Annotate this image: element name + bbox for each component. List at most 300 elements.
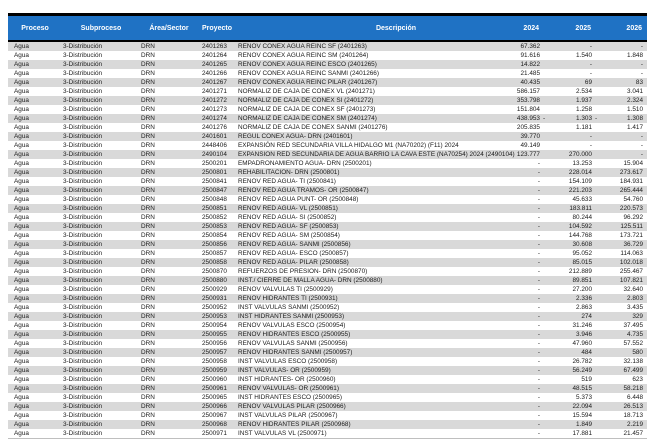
cell-proceso[interactable]: Agua: [14, 79, 29, 86]
cell-proyecto[interactable]: 2401273: [202, 106, 227, 113]
cell-2025[interactable]: 228.014: [568, 169, 592, 176]
cell-proyecto[interactable]: 2500957: [202, 349, 227, 356]
cell-2024[interactable]: -: [537, 385, 540, 392]
cell-2026[interactable]: 3.435: [627, 304, 643, 311]
cell-2026[interactable]: -: [640, 70, 643, 77]
cell-proyecto[interactable]: 2500854: [202, 232, 227, 239]
cell-2025[interactable]: 104.592: [568, 223, 592, 230]
cell-descripcion[interactable]: RENOV CONEX AGUA REINC SANMI (2401266): [238, 70, 379, 77]
cell-proceso[interactable]: Agua: [14, 295, 29, 302]
cell-2026[interactable]: 329: [632, 313, 643, 320]
cell-area-sector[interactable]: DRN: [141, 331, 155, 338]
cell-2025[interactable]: 47.960: [572, 340, 592, 347]
cell-2024[interactable]: 151.804: [516, 106, 540, 113]
cell-2025[interactable]: -: [589, 43, 592, 50]
cell-2025[interactable]: 5.373: [576, 394, 592, 401]
cell-proceso[interactable]: Agua: [14, 97, 29, 104]
cell-subproceso[interactable]: 3-Distribución: [63, 394, 103, 401]
cell-subproceso[interactable]: 3-Distribución: [63, 286, 103, 293]
cell-proceso[interactable]: Agua: [14, 196, 29, 203]
cell-2026[interactable]: 102.018: [619, 259, 643, 266]
cell-proceso[interactable]: Agua: [14, 205, 29, 212]
cell-2024[interactable]: 123.777: [516, 151, 540, 158]
cell-2024[interactable]: 586.157: [516, 88, 540, 95]
cell-area-sector[interactable]: DRN: [141, 61, 155, 68]
cell-2026[interactable]: 21.457: [623, 430, 643, 437]
cell-proceso[interactable]: Agua: [14, 331, 29, 338]
cell-2026[interactable]: 4.735: [627, 331, 643, 338]
cell-descripcion[interactable]: RENOV VALVULAS PILAR (2500966): [238, 403, 346, 410]
cell-2024[interactable]: 39.770: [520, 133, 540, 140]
cell-2025[interactable]: 1.849: [576, 421, 592, 428]
cell-descripcion[interactable]: EXPANSIÓN RED SECUNDARIA VILLA HIDALGO M1 (NA70202) (F11) 2024: [238, 142, 459, 149]
cell-2024[interactable]: 353.798: [516, 97, 540, 104]
cell-2024[interactable]: -: [537, 160, 540, 167]
cell-area-sector[interactable]: DRN: [141, 241, 155, 248]
cell-subproceso[interactable]: 3-Distribución: [63, 340, 103, 347]
cell-area-sector[interactable]: DRN: [141, 259, 155, 266]
cell-proceso[interactable]: Agua: [14, 286, 29, 293]
cell-proyecto[interactable]: 2500851: [202, 205, 227, 212]
cell-subproceso[interactable]: 3-Distribución: [63, 430, 103, 437]
cell-2026[interactable]: 255.467: [619, 268, 643, 275]
cell-proyecto[interactable]: 2500880: [202, 277, 227, 284]
cell-2024[interactable]: -: [537, 412, 540, 419]
cell-proyecto[interactable]: 2401263: [202, 43, 227, 50]
cell-area-sector[interactable]: DRN: [141, 124, 155, 131]
cell-2024[interactable]: 438.953 -: [516, 115, 546, 122]
cell-descripcion[interactable]: RENOV HIDRANTES SANMI (2500957): [238, 349, 353, 356]
column-header-proyecto[interactable]: Proyecto: [198, 16, 236, 41]
cell-2026[interactable]: 58.218: [623, 385, 643, 392]
cell-2026[interactable]: 623: [632, 376, 643, 383]
cell-2025[interactable]: 48.515: [572, 385, 592, 392]
cell-descripcion[interactable]: RENOV CONEX AGUA REINC ESCO (2401265): [238, 61, 377, 68]
cell-descripcion[interactable]: INST HIDRANTES- OR (2500960): [238, 376, 336, 383]
cell-2025[interactable]: 56.249: [572, 367, 592, 374]
cell-proyecto[interactable]: 2401267: [202, 79, 227, 86]
cell-2026[interactable]: 83: [635, 79, 643, 86]
cell-subproceso[interactable]: 3-Distribución: [63, 385, 103, 392]
cell-area-sector[interactable]: DRN: [141, 367, 155, 374]
cell-proceso[interactable]: Agua: [14, 241, 29, 248]
cell-2024[interactable]: -: [537, 232, 540, 239]
cell-descripcion[interactable]: REHABILITACION- DRN (2500801): [238, 169, 340, 176]
cell-2026[interactable]: -: [640, 43, 643, 50]
cell-proyecto[interactable]: 2500931: [202, 295, 227, 302]
cell-area-sector[interactable]: DRN: [141, 385, 155, 392]
cell-descripcion[interactable]: REFUERZOS DE PRESION- DRN (2500870): [238, 268, 368, 275]
cell-proyecto[interactable]: 2500967: [202, 412, 227, 419]
cell-proyecto[interactable]: 2401266: [202, 70, 227, 77]
cell-2026[interactable]: 125.511: [620, 223, 643, 230]
cell-subproceso[interactable]: 3-Distribución: [63, 277, 103, 284]
cell-2025[interactable]: 2.336: [576, 295, 592, 302]
cell-area-sector[interactable]: DRN: [141, 358, 155, 365]
cell-proceso[interactable]: Agua: [14, 133, 29, 140]
cell-proceso[interactable]: Agua: [14, 349, 29, 356]
cell-2025[interactable]: 144.768: [568, 232, 592, 239]
cell-subproceso[interactable]: 3-Distribución: [63, 160, 103, 167]
cell-descripcion[interactable]: RENOV CONEX AGUA REINC SM (2401264): [238, 52, 369, 59]
cell-2024[interactable]: 14.822: [520, 61, 540, 68]
cell-2025[interactable]: 30.608: [572, 241, 592, 248]
cell-2026[interactable]: 580: [632, 349, 643, 356]
cell-area-sector[interactable]: DRN: [141, 178, 155, 185]
cell-proyecto[interactable]: 2500848: [202, 196, 227, 203]
cell-area-sector[interactable]: DRN: [141, 187, 155, 194]
cell-subproceso[interactable]: 3-Distribución: [63, 124, 103, 131]
cell-descripcion[interactable]: RENOV VALVULAS- OR (2500961): [238, 385, 339, 392]
cell-2026[interactable]: 184.931: [619, 178, 643, 185]
cell-descripcion[interactable]: RENOV RED AGUA- SI (2500852): [238, 214, 337, 221]
cell-descripcion[interactable]: INST VALVULAS SANMI (2500952): [238, 304, 340, 311]
cell-subproceso[interactable]: 3-Distribución: [63, 196, 103, 203]
cell-2026[interactable]: 2.803: [627, 295, 643, 302]
cell-proceso[interactable]: Agua: [14, 187, 29, 194]
cell-proceso[interactable]: Agua: [14, 115, 29, 122]
cell-proceso[interactable]: Agua: [14, 268, 29, 275]
column-header-area-sector[interactable]: Área/Sector: [140, 16, 198, 41]
cell-2026[interactable]: 32.640: [623, 286, 643, 293]
cell-proceso[interactable]: Agua: [14, 160, 29, 167]
cell-area-sector[interactable]: DRN: [141, 394, 155, 401]
cell-proceso[interactable]: Agua: [14, 259, 29, 266]
cell-descripcion[interactable]: INST HIDRANTES SANMI (2500953): [238, 313, 345, 320]
cell-proyecto[interactable]: 2500961: [202, 385, 227, 392]
cell-subproceso[interactable]: 3-Distribución: [63, 88, 103, 95]
cell-2025[interactable]: 89.851: [572, 277, 592, 284]
cell-descripcion[interactable]: NORMALIZ DE CAJA DE CONEX SM (2401274): [238, 115, 377, 122]
cell-2026[interactable]: 57.552: [623, 340, 643, 347]
cell-area-sector[interactable]: DRN: [141, 214, 155, 221]
cell-area-sector[interactable]: DRN: [141, 403, 155, 410]
cell-subproceso[interactable]: 3-Distribución: [63, 376, 103, 383]
cell-2024[interactable]: 67.362: [520, 43, 540, 50]
cell-area-sector[interactable]: DRN: [141, 70, 155, 77]
cell-proyecto[interactable]: 2500968: [202, 421, 227, 428]
cell-2026[interactable]: 54.760: [623, 196, 643, 203]
cell-proceso[interactable]: Agua: [14, 250, 29, 257]
cell-area-sector[interactable]: DRN: [141, 43, 155, 50]
cell-2024[interactable]: 21.485: [520, 70, 540, 77]
cell-2025[interactable]: 484: [581, 349, 592, 356]
cell-subproceso[interactable]: 3-Distribución: [63, 223, 103, 230]
cell-2024[interactable]: -: [537, 169, 540, 176]
cell-area-sector[interactable]: DRN: [141, 340, 155, 347]
cell-area-sector[interactable]: DRN: [141, 196, 155, 203]
cell-proyecto[interactable]: 2500958: [202, 358, 227, 365]
cell-2026[interactable]: 107.821: [619, 277, 643, 284]
cell-proyecto[interactable]: 2500952: [202, 304, 227, 311]
cell-proceso[interactable]: Agua: [14, 412, 29, 419]
cell-descripcion[interactable]: RENOV RED AGUA TRAMOS- OR (2500847): [238, 187, 369, 194]
cell-2024[interactable]: 91.616: [520, 52, 540, 59]
cell-2024[interactable]: -: [537, 421, 540, 428]
cell-2024[interactable]: -: [537, 322, 540, 329]
cell-proyecto[interactable]: 2500953: [202, 313, 227, 320]
cell-2024[interactable]: 205.835: [516, 124, 540, 131]
cell-2025[interactable]: 80.244: [572, 214, 592, 221]
cell-2025[interactable]: 221.203: [568, 187, 592, 194]
cell-descripcion[interactable]: INST VALVULAS VL (2500971): [238, 430, 327, 437]
cell-2024[interactable]: -: [537, 358, 540, 365]
cell-2024[interactable]: -: [537, 430, 540, 437]
cell-proyecto[interactable]: 2500847: [202, 187, 227, 194]
cell-2024[interactable]: -: [537, 331, 540, 338]
cell-2024[interactable]: 49.149: [520, 142, 540, 149]
cell-descripcion[interactable]: RENOV RED AGUA- TI (2500841): [238, 178, 336, 185]
cell-area-sector[interactable]: DRN: [141, 250, 155, 257]
cell-2026[interactable]: 1.848: [627, 52, 643, 59]
cell-subproceso[interactable]: 3-Distribución: [63, 322, 103, 329]
cell-proceso[interactable]: Agua: [14, 358, 29, 365]
cell-area-sector[interactable]: DRN: [141, 295, 155, 302]
cell-area-sector[interactable]: DRN: [141, 115, 155, 122]
cell-proyecto[interactable]: 2500858: [202, 259, 227, 266]
cell-proyecto[interactable]: 2500971: [202, 430, 227, 437]
cell-2026[interactable]: 2.324: [627, 97, 643, 104]
cell-descripcion[interactable]: NORMALIZ DE CAJA DE CONEX SANMI (2401276): [238, 124, 388, 131]
cell-proyecto[interactable]: 2500959: [202, 367, 227, 374]
cell-area-sector[interactable]: DRN: [141, 277, 155, 284]
cell-2026[interactable]: 1.308: [627, 115, 643, 122]
cell-2025[interactable]: 27.200: [572, 286, 592, 293]
cell-subproceso[interactable]: 3-Distribución: [63, 412, 103, 419]
cell-2024[interactable]: -: [537, 286, 540, 293]
cell-2025[interactable]: -: [589, 70, 592, 77]
cell-2024[interactable]: -: [537, 367, 540, 374]
cell-proceso[interactable]: Agua: [14, 385, 29, 392]
cell-proceso[interactable]: Agua: [14, 367, 29, 374]
cell-2024[interactable]: -: [537, 268, 540, 275]
cell-subproceso[interactable]: 3-Distribución: [63, 97, 103, 104]
cell-2026[interactable]: 173.721: [619, 232, 643, 239]
column-header-2025[interactable]: 2025: [544, 16, 596, 41]
cell-subproceso[interactable]: 3-Distribución: [63, 358, 103, 365]
cell-area-sector[interactable]: DRN: [141, 52, 155, 59]
cell-proceso[interactable]: Agua: [14, 304, 29, 311]
cell-descripcion[interactable]: RENOV RED AGUA- SANMI (2500856): [238, 241, 351, 248]
cell-proceso[interactable]: Agua: [14, 70, 29, 77]
cell-2026[interactable]: 265.444: [619, 187, 643, 194]
cell-subproceso[interactable]: 3-Distribución: [63, 268, 103, 275]
cell-2024[interactable]: 40.435: [520, 79, 540, 86]
cell-proceso[interactable]: Agua: [14, 322, 29, 329]
cell-proyecto[interactable]: 2401276: [202, 124, 227, 131]
cell-subproceso[interactable]: 3-Distribución: [63, 214, 103, 221]
cell-descripcion[interactable]: RENOV RED AGUA- VL (2500851): [238, 205, 338, 212]
cell-2025[interactable]: 212.889: [568, 268, 592, 275]
cell-descripcion[interactable]: RENOV HIDRANTES PILAR (2500968): [238, 421, 351, 428]
cell-2024[interactable]: -: [537, 178, 540, 185]
cell-subproceso[interactable]: 3-Distribución: [63, 421, 103, 428]
cell-area-sector[interactable]: DRN: [141, 205, 155, 212]
cell-descripcion[interactable]: RENOV RED AGUA- ESCO (2500857): [238, 250, 349, 257]
cell-proceso[interactable]: Agua: [14, 88, 29, 95]
cell-2025[interactable]: 22.094: [572, 403, 592, 410]
cell-2024[interactable]: -: [537, 340, 540, 347]
column-header-2024[interactable]: 2024: [456, 16, 544, 41]
cell-subproceso[interactable]: 3-Distribución: [63, 142, 103, 149]
column-header-subproceso[interactable]: Subproceso: [62, 16, 140, 41]
cell-2024[interactable]: -: [537, 277, 540, 284]
cell-proyecto[interactable]: 2401601: [202, 133, 227, 140]
cell-proyecto[interactable]: 2401274: [202, 115, 227, 122]
cell-2025[interactable]: 45.633: [572, 196, 592, 203]
cell-2026[interactable]: 114.063: [620, 250, 643, 257]
cell-2026[interactable]: 15.904: [623, 160, 643, 167]
cell-2026[interactable]: 67.499: [623, 367, 643, 374]
cell-2025[interactable]: 17.881: [572, 430, 592, 437]
cell-subproceso[interactable]: 3-Distribución: [63, 115, 103, 122]
cell-proyecto[interactable]: 2401264: [202, 52, 227, 59]
cell-proceso[interactable]: Agua: [14, 61, 29, 68]
cell-area-sector[interactable]: DRN: [141, 286, 155, 293]
cell-descripcion[interactable]: INST HIDRANTES ESCO (2500965): [238, 394, 342, 401]
cell-proyecto[interactable]: 2490104: [202, 151, 227, 158]
cell-proceso[interactable]: Agua: [14, 169, 29, 176]
cell-area-sector[interactable]: DRN: [141, 412, 155, 419]
cell-2025[interactable]: 26.782: [572, 358, 592, 365]
cell-descripcion[interactable]: RENOV RED AGUA PUNT- OR (2500848): [238, 196, 359, 203]
cell-2024[interactable]: -: [537, 295, 540, 302]
cell-2024[interactable]: -: [537, 196, 540, 203]
cell-2024[interactable]: -: [537, 313, 540, 320]
cell-proceso[interactable]: Agua: [14, 178, 29, 185]
cell-2026[interactable]: 32.138: [623, 358, 643, 365]
cell-proceso[interactable]: Agua: [14, 124, 29, 131]
cell-area-sector[interactable]: DRN: [141, 142, 155, 149]
cell-subproceso[interactable]: 3-Distribución: [63, 133, 103, 140]
cell-subproceso[interactable]: 3-Distribución: [63, 349, 103, 356]
cell-2025[interactable]: -: [589, 133, 592, 140]
cell-proceso[interactable]: Agua: [14, 106, 29, 113]
cell-area-sector[interactable]: DRN: [141, 421, 155, 428]
cell-descripcion[interactable]: RENOV VALVULAS TI (2500929): [238, 286, 333, 293]
cell-subproceso[interactable]: 3-Distribución: [63, 43, 103, 50]
cell-proyecto[interactable]: 2500852: [202, 214, 227, 221]
cell-descripcion[interactable]: RENOV CONEX AGUA REINC SF (2401263): [238, 43, 367, 50]
cell-area-sector[interactable]: DRN: [141, 151, 155, 158]
cell-proyecto[interactable]: 2401271: [202, 88, 227, 95]
cell-2026[interactable]: 273.617: [619, 169, 643, 176]
cell-descripcion[interactable]: NORMALIZ DE CAJA DE CONEX SF (2401273): [238, 106, 376, 113]
cell-2024[interactable]: -: [537, 250, 540, 257]
cell-proyecto[interactable]: 2500841: [202, 178, 227, 185]
cell-2026[interactable]: 1.510: [627, 106, 643, 113]
cell-proyecto[interactable]: 2500856: [202, 241, 227, 248]
cell-2025[interactable]: 13.253: [572, 160, 592, 167]
cell-area-sector[interactable]: DRN: [141, 313, 155, 320]
cell-2025[interactable]: 95.052: [572, 250, 592, 257]
cell-area-sector[interactable]: DRN: [141, 88, 155, 95]
column-header-descripcion[interactable]: Descripción: [236, 16, 456, 41]
cell-area-sector[interactable]: DRN: [141, 223, 155, 230]
cell-descripcion[interactable]: RENOV HIDRANTES ESCO (2500955): [238, 331, 351, 338]
cell-descripcion[interactable]: RENOV CONEX AGUA REINC PILAR (2401267): [238, 79, 378, 86]
cell-area-sector[interactable]: DRN: [141, 232, 155, 239]
cell-subproceso[interactable]: 3-Distribución: [63, 367, 103, 374]
cell-descripcion[interactable]: RENOV HIDRANTES TI (2500931): [238, 295, 338, 302]
cell-2025[interactable]: 69: [584, 79, 592, 86]
cell-proceso[interactable]: Agua: [14, 340, 29, 347]
cell-area-sector[interactable]: DRN: [141, 322, 155, 329]
cell-proceso[interactable]: Agua: [14, 223, 29, 230]
cell-area-sector[interactable]: DRN: [141, 79, 155, 86]
cell-2025[interactable]: 1.303 -: [576, 115, 598, 122]
cell-subproceso[interactable]: 3-Distribución: [63, 70, 103, 77]
cell-proyecto[interactable]: 2500955: [202, 331, 227, 338]
cell-area-sector[interactable]: DRN: [141, 430, 155, 437]
cell-subproceso[interactable]: 3-Distribución: [63, 250, 103, 257]
cell-area-sector[interactable]: DRN: [141, 106, 155, 113]
cell-2025[interactable]: 85.015: [572, 259, 592, 266]
cell-2024[interactable]: -: [537, 214, 540, 221]
cell-2024[interactable]: -: [537, 349, 540, 356]
cell-area-sector[interactable]: DRN: [141, 97, 155, 104]
cell-2025[interactable]: 1.540: [576, 52, 592, 59]
cell-subproceso[interactable]: 3-Distribución: [63, 304, 103, 311]
cell-subproceso[interactable]: 3-Distribución: [63, 106, 103, 113]
cell-proceso[interactable]: Agua: [14, 52, 29, 59]
column-header-2026[interactable]: 2026: [596, 16, 647, 41]
cell-proceso[interactable]: Agua: [14, 313, 29, 320]
cell-proyecto[interactable]: 2500853: [202, 223, 227, 230]
cell-proyecto[interactable]: 2448406: [202, 142, 227, 149]
cell-proceso[interactable]: Agua: [14, 421, 29, 428]
cell-2025[interactable]: 31.246: [572, 322, 592, 329]
cell-2026[interactable]: -: [640, 151, 643, 158]
cell-area-sector[interactable]: DRN: [141, 268, 155, 275]
cell-descripcion[interactable]: REGUL CONEX AGUA- DRN (2401601): [238, 133, 353, 140]
cell-2026[interactable]: 3.041: [627, 88, 643, 95]
cell-2026[interactable]: -: [640, 142, 643, 149]
cell-proceso[interactable]: Agua: [14, 376, 29, 383]
cell-proceso[interactable]: Agua: [14, 151, 29, 158]
cell-proceso[interactable]: Agua: [14, 142, 29, 149]
cell-proyecto[interactable]: 2500954: [202, 322, 227, 329]
cell-2026[interactable]: 18.713: [623, 412, 643, 419]
cell-2026[interactable]: 26.513: [623, 403, 643, 410]
cell-area-sector[interactable]: DRN: [141, 349, 155, 356]
cell-2026[interactable]: 1.417: [627, 124, 643, 131]
cell-proyecto[interactable]: 2500201: [202, 160, 227, 167]
cell-descripcion[interactable]: RENOV RED AGUA- SM (2500854): [238, 232, 340, 239]
cell-proyecto[interactable]: 2500960: [202, 376, 227, 383]
cell-descripcion[interactable]: EMPADRONAMIENTO AGUA- DRN (2500201): [238, 160, 372, 167]
cell-proceso[interactable]: Agua: [14, 403, 29, 410]
cell-2024[interactable]: -: [537, 304, 540, 311]
cell-proceso[interactable]: Agua: [14, 430, 29, 437]
cell-subproceso[interactable]: 3-Distribución: [63, 313, 103, 320]
cell-subproceso[interactable]: 3-Distribución: [63, 151, 103, 158]
cell-proceso[interactable]: Agua: [14, 277, 29, 284]
cell-proceso[interactable]: Agua: [14, 394, 29, 401]
cell-subproceso[interactable]: 3-Distribución: [63, 241, 103, 248]
cell-proceso[interactable]: Agua: [14, 232, 29, 239]
cell-descripcion[interactable]: RENOV RED AGUA- SF (2500853): [238, 223, 339, 230]
cell-descripcion[interactable]: INST VALVULAS- OR (2500959): [238, 367, 331, 374]
cell-2026[interactable]: 220.573: [619, 205, 643, 212]
cell-2026[interactable]: -: [640, 61, 643, 68]
cell-subproceso[interactable]: 3-Distribución: [63, 187, 103, 194]
cell-proyecto[interactable]: 2401272: [202, 97, 227, 104]
cell-subproceso[interactable]: 3-Distribución: [63, 79, 103, 86]
cell-proyecto[interactable]: 2500965: [202, 394, 227, 401]
cell-area-sector[interactable]: DRN: [141, 160, 155, 167]
cell-2024[interactable]: -: [537, 241, 540, 248]
